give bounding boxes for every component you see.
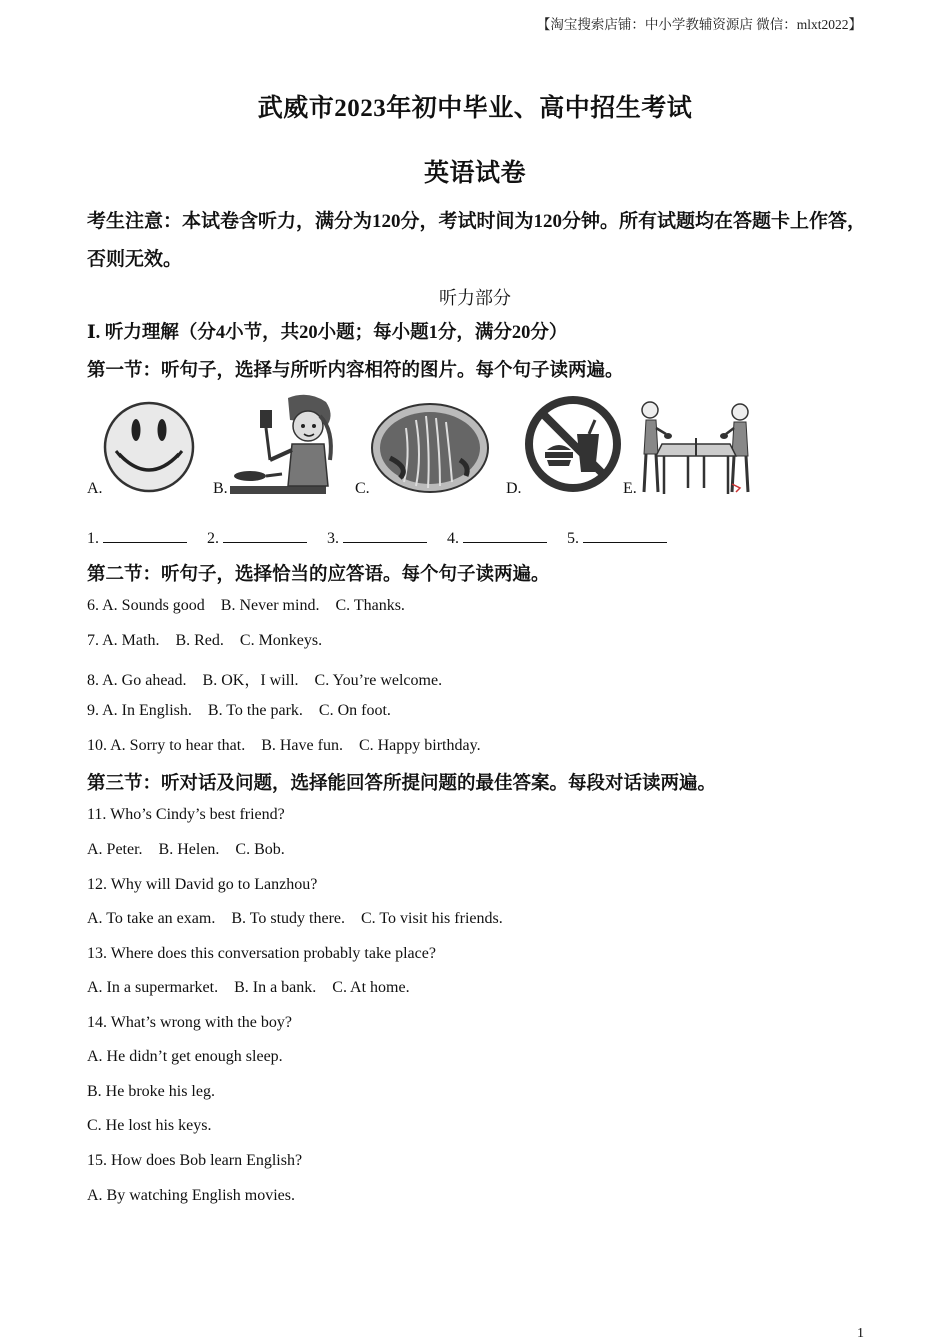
no-food-drink-icon <box>523 394 623 494</box>
exam-subtitle: 英语试卷 <box>423 160 526 187</box>
question-11-options: A. Peter. B. Helen. C. Bob. <box>87 841 285 858</box>
picture-label-b: B. <box>213 480 228 497</box>
picture-label-d: D. <box>506 480 522 497</box>
question-13: 13. Where does this conversation probably take place? <box>87 945 436 962</box>
question-14-option-a: A. He didn’t get enough sleep. <box>87 1048 283 1065</box>
blank-2 <box>223 527 307 543</box>
picture-label-a: A. <box>87 480 103 497</box>
question-14-option-b: B. He broke his leg. <box>87 1083 215 1100</box>
question-9: 9. A. In English. B. To the park. C. On foot. <box>87 702 391 719</box>
blank-label-3: 3. <box>327 530 339 547</box>
page-number: 1 <box>857 1326 864 1341</box>
blank-5 <box>583 527 667 543</box>
blank-label-2: 2. <box>207 530 219 547</box>
answer-blanks-row <box>87 527 683 548</box>
blank-3 <box>343 527 427 543</box>
question-13-options: A. In a supermarket. B. In a bank. C. At home. <box>87 979 410 996</box>
table-tennis-icon <box>636 398 760 498</box>
sub1-heading: 第一节：听句子，选择与所听内容相符的图片。每个句子读两遍。 <box>87 361 624 381</box>
question-15-option-a: A. By watching English movies. <box>87 1187 295 1204</box>
blank-label-5: 5. <box>567 530 579 547</box>
header-note: 【淘宝搜索店铺：中小学教辅资源店 微信：mlxt2022】 <box>536 17 862 32</box>
exam-title: 武威市2023年初中毕业、高中招生考试 <box>257 95 693 122</box>
question-14: 14. What’s wrong with the boy? <box>87 1014 293 1031</box>
blank-1 <box>103 527 187 543</box>
question-12-options: A. To take an exam. B. To study there. C. To visit his friends. <box>87 910 503 927</box>
blank-4 <box>463 527 547 543</box>
question-7: 7. A. Math. B. Red. C. Monkeys. <box>87 632 323 649</box>
sub2-heading: 第二节：听句子，选择恰当的应答语。每个句子读两遍。 <box>87 565 550 585</box>
section1-heading: Ⅰ. 听力理解（分4小节，共20小题；每小题1分，满分20分） <box>87 323 568 343</box>
blank-label-4: 4. <box>447 530 459 547</box>
smiley-face-icon <box>103 400 195 494</box>
question-11: 11. Who’s Cindy’s best friend? <box>87 806 285 823</box>
picture-label-c: C. <box>355 480 370 497</box>
question-14-option-c: C. He lost his keys. <box>87 1117 212 1134</box>
question-12: 12. Why will David go to Lanzhou? <box>87 876 318 893</box>
question-6: 6. A. Sounds good B. Never mind. C. Thanks. <box>87 597 405 614</box>
sub3-heading: 第三节：听对话及问题，选择能回答所提问题的最佳答案。每段对话读两遍。 <box>87 774 717 794</box>
question-15: 15. How does Bob learn English? <box>87 1152 303 1169</box>
picture-label-e: E. <box>623 480 637 497</box>
noodles-bowl-icon <box>370 398 490 494</box>
question-8: 8. A. Go ahead. B. OK，I will. C. You’re welcome. <box>87 672 443 689</box>
question-10: 10. A. Sorry to hear that. B. Have fun. C. Happy birthday. <box>87 737 481 754</box>
part-title: 听力部分 <box>439 288 511 308</box>
blank-label-1: 1. <box>87 530 99 547</box>
girl-cooking-icon <box>230 390 340 496</box>
exam-notice: 考生注意：本试卷含听力，满分为120分，考试时间为120分钟。所有试题均在答题卡上作答，否则无效。 <box>87 211 867 270</box>
